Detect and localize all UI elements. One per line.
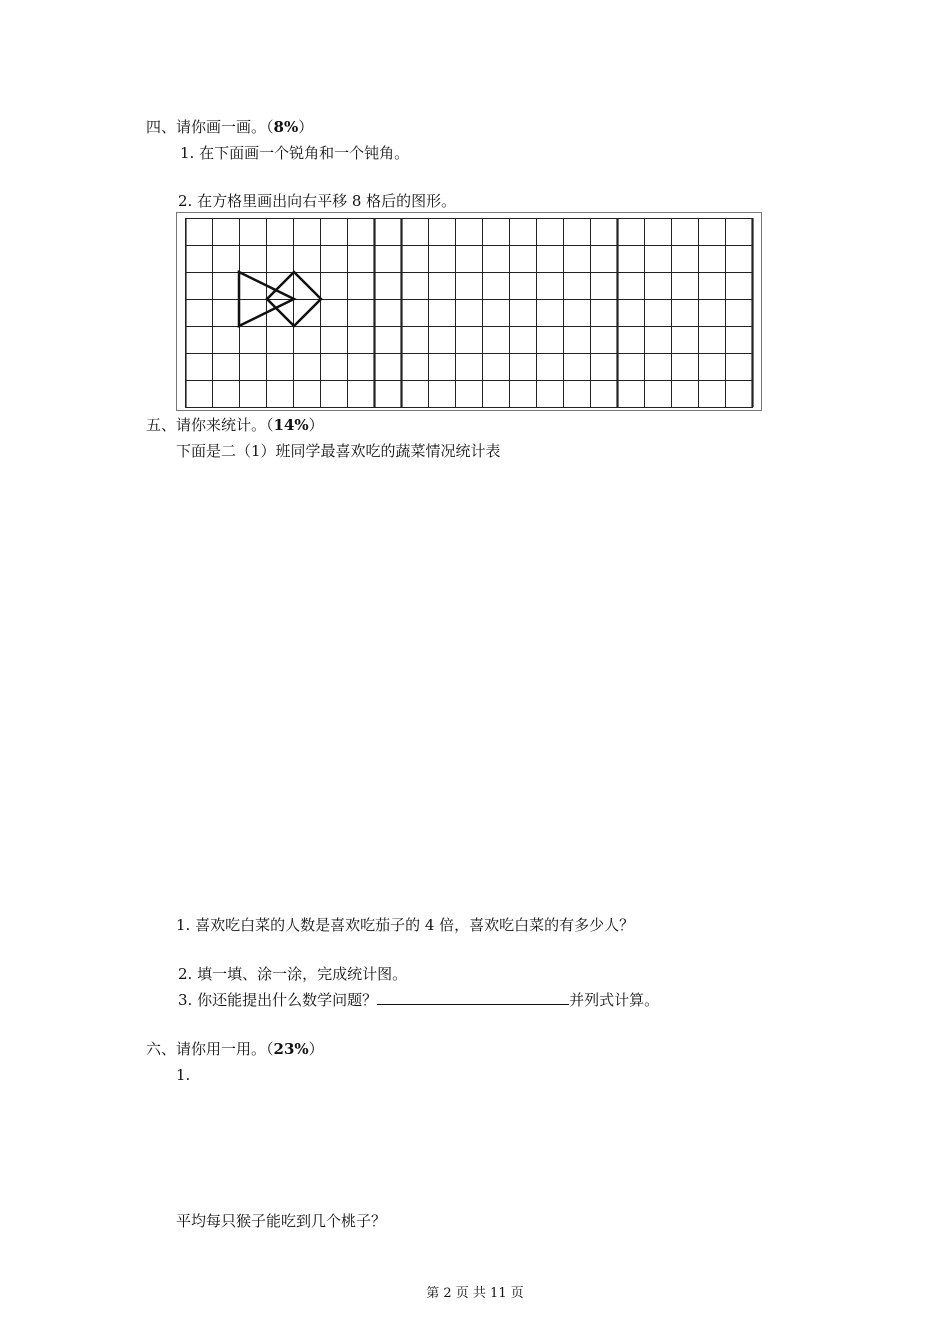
section6-score: 23% <box>273 1040 309 1058</box>
page-footer: 第 2 页 共 11 页 <box>426 1286 524 1301</box>
section5-question-3-suffix: 并列式计算。 <box>569 991 660 1009</box>
section6-heading-text: 六、请你用一用。（ <box>146 1040 274 1058</box>
section4-question-2: 2. 在方格里画出向右平移 8 格后的图形。 <box>178 192 457 210</box>
section4-question-1: 1. 在下面画一个锐角和一个钝角。 <box>180 144 410 162</box>
section4-close: ） <box>298 118 314 136</box>
section6-question: 平均每只猴子能吃到几个桃子？ <box>176 1212 387 1230</box>
section4-score: 8% <box>273 118 299 136</box>
section4-heading <box>146 118 313 136</box>
section5-question-3 <box>178 990 659 1009</box>
section5-question-3-text: 3. 你还能提出什么数学问题？ <box>178 991 378 1009</box>
section5-intro: 下面是二（1）班同学最喜欢吃的蔬菜情况统计表 <box>176 442 501 460</box>
answer-blank[interactable] <box>377 990 569 1005</box>
section4-heading-text: 四、请你画一画。（ <box>146 118 274 136</box>
section5-question-1: 1. 喜欢吃白菜的人数是喜欢吃茄子的 4 倍，喜欢吃白菜的有多少人？ <box>176 916 635 934</box>
translation-grid <box>185 216 759 410</box>
section6-heading <box>146 1040 324 1058</box>
section5-close: ） <box>308 416 324 434</box>
section5-heading <box>146 416 324 434</box>
section6-close: ） <box>308 1040 324 1058</box>
section6-question-1: 1. <box>176 1066 191 1084</box>
grid-lines <box>185 218 753 408</box>
section5-score: 14% <box>273 416 309 434</box>
section5-heading-text: 五、请你来统计。（ <box>146 416 274 434</box>
section5-question-2: 2. 填一填、涂一涂，完成统计图。 <box>178 965 408 983</box>
